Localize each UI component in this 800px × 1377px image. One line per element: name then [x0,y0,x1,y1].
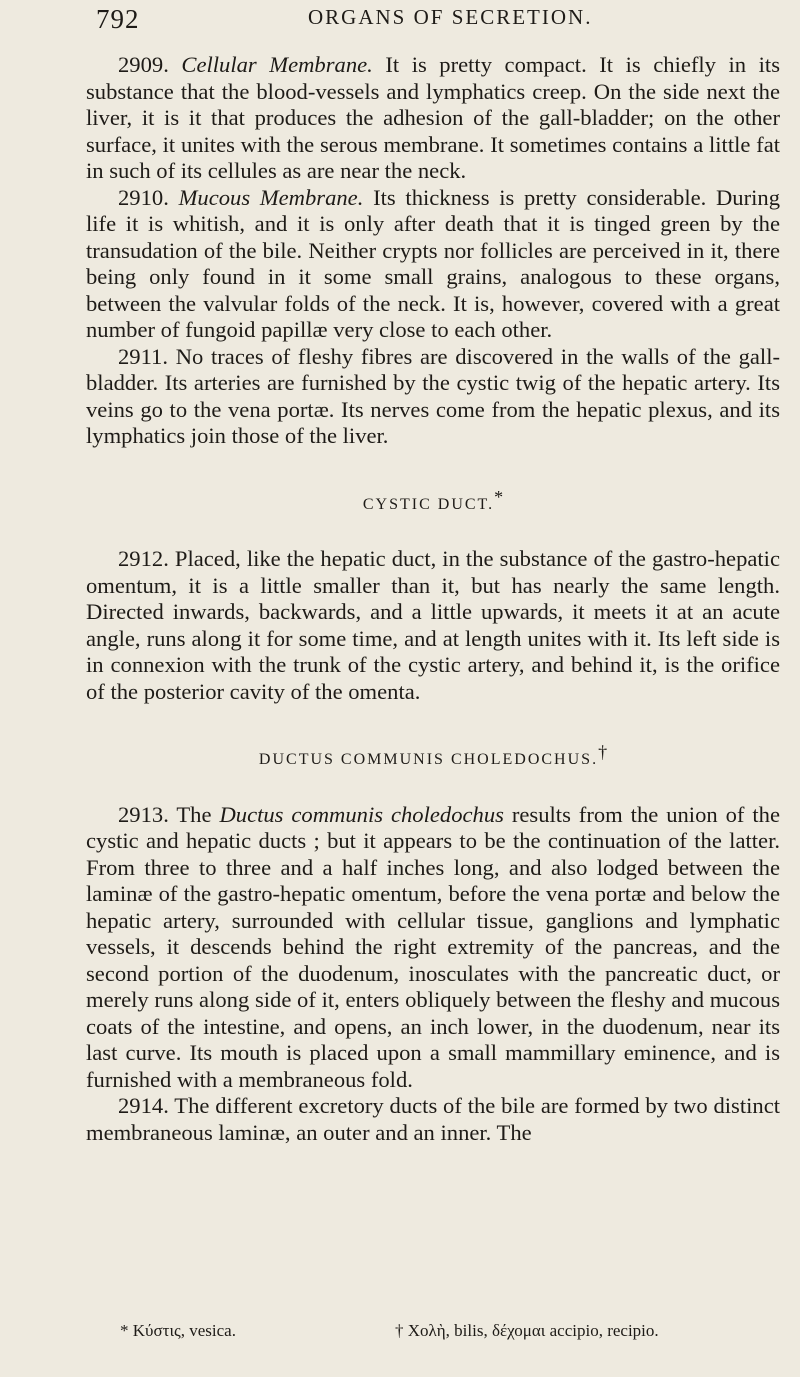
paragraph-text: Placed, like the hepatic duct, in the substance of the gastro-hepatic omentum, it is a little smaller than it, but has nearly the same length. Directed inwards, backwards, and a little upwards, it meets it at an acute angle, runs along it for some time, and at length unites with it. Its left side is in connexion with the trunk of the cystic artery, and behind it, is the orifice of the posterior cavity of the omenta. [86,546,780,704]
footnote-mark: † [598,742,608,762]
paragraph-text: The different excretory ducts of the bile are formed by two distinct membraneous laminæ, an outer and an inner. The [86,1093,780,1145]
running-title: ORGANS OF SECRETION. [308,5,593,29]
paragraph-2911 [86,344,780,450]
paragraph-title: Mucous Membrane. [178,184,364,210]
paragraph-text: No traces of fleshy fibres are discovered in the walls of the gall-bladder. Its arteries are furnished by the cystic twig of the hepatic artery. Its veins go to the vena portæ. Its nerves come from the hepatic plexus, and its lymphatics join those of the liver. [86,343,780,448]
paragraph-text: results from the union of the cystic and hepatic ducts ; but it appears to be the continuation of the latter. From three to three and a half inches long, and also lodged between the laminæ of the gastro-hepatic omentum, before the vena portæ and below the hepatic artery, surrounded with cellular tissue, ganglions and lymphatic vessels, it descends behind the right extremity of the pancreas, and the second portion of the duodenum, inosculates with the pancreatic duct, or merely runs along side of it, enters obliquely between the fleshy and mucous coats of the intestine, and opens, an inch lower, in the duodenum, near its last curve. Its mouth is placed upon a small mammillary eminence, and is furnished with a membraneous fold. [86,801,780,1092]
page-number: 792 [96,4,140,34]
paragraph-text: Its thickness is pretty considerable. During life it is whitish, and it is only after death that it is tinged green by the transudation of the bile. Neither crypts nor follicles are perceived in it, there being only found in it some small grains, analogous to these organs, between the valvular folds of the neck. It is, however, covered with a great number of fungoid papillæ very close to each other. [86,184,781,342]
footnote-1: * Κύστις, vesica. [120,1321,236,1340]
section-heading-ductus-communis: DUCTUS COMMUNIS CHOLEDOCHUS.† [258,742,608,768]
paragraph-2909 [86,52,780,185]
paragraph-number: 2914. [118,1093,169,1118]
footnote-mark: * [494,486,504,507]
section-heading-cystic-duct: CYSTIC DUCT.* [362,486,504,513]
paragraph-number: 2911. [118,343,168,369]
paragraph-2913: 2913. The Ductus communis choledochus results from the union of the cystic and hepatic ducts ; but it appears to be the continuation of the latter. From three to three and a half inches long, and also lodged between the laminæ of the gastro-hepatic omentum, before the vena portæ and below the hepatic artery, surrounded with cellular tissue, ganglions and lymphatic vessels, it descends behind the right extremity of the pancreas, and the second portion of the duodenum, inosculates with the pancreatic duct, or merely runs along side of it, enters obliquely between the fleshy and mucous coats of the intestine, and opens, an inch lower, in the duodenum, near its last curve. Its mouth is placed upon a small mammillary eminence, and is furnished with a membraneous fold. [86,801,780,1092]
page-header [96,4,786,38]
paragraph-2912 [86,546,780,705]
paragraph-number: 2913. [118,801,169,827]
paragraph-title: Cellular Membrane. [181,52,373,77]
footnote-2: † Χολὴ, bilis, δέχομαι accipio, recipio. [395,1321,659,1340]
page-body [86,52,780,1146]
paragraph-title: Ductus communis choledochus [219,801,504,827]
paragraph-2914 [86,1093,780,1146]
paragraph-number: 2910. [118,184,169,210]
paragraph-number: 2912. [118,546,169,571]
paragraph-number: 2909. [118,52,169,77]
paragraph-2910 [86,185,780,344]
paragraph-text: It is pretty compact. It is chiefly in its substance that the blood-vessels and lymphatics creep. On the side next the liver, it is it that produces the adhesion of the gall-bladder; on the other surface, it unites with the serous membrane. It sometimes contains a little fat in such of its cellules as are near the neck. [86,52,780,183]
footnotes [120,1321,780,1341]
